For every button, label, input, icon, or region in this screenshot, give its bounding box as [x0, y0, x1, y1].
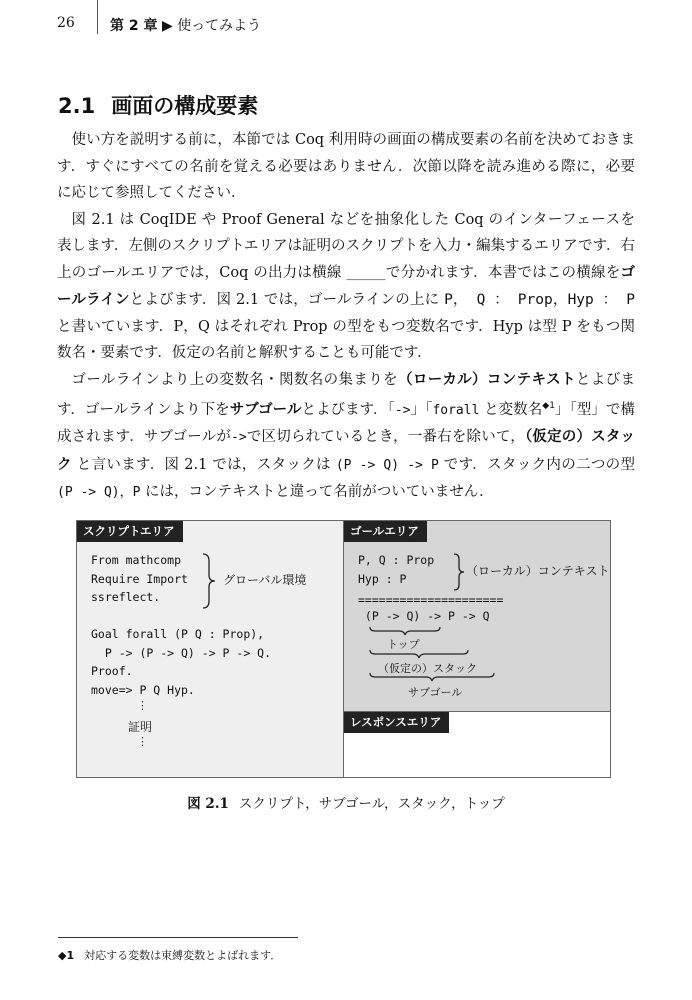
goal-line: =====================	[358, 593, 504, 607]
goal-context-lines: P, Q : Prop Hyp : P	[358, 553, 435, 586]
footnote-text: 対応する変数は束縛変数とよばれます．	[84, 949, 282, 962]
local-context-label: （ローカル）コンテキスト	[466, 564, 610, 578]
section-number: 2.1	[58, 94, 96, 118]
response-area	[344, 712, 610, 777]
page-number: 26	[57, 15, 75, 31]
paragraph-2: 図 2.1 は CoqIDE や Proof General などを抽象化した Coq のインターフェースを表します．左側のスクリプトエリアは証明のスクリプトを入力・編集するエリアです．右上のゴールエリアでは，Coq の出力は横線 _____で分かれます．本書ではこの横線をゴールラインとよびます．図 2.1 では，ゴールラインの上に P， Q ： Prop，Hyp ： P と書いています．P，Q はそれぞれ Prop の型をもつ変数名です．Hyp は型 P をもつ関数名・要素です．仮定の名前と解釈することも可能です．	[57, 211, 635, 361]
script-area	[77, 521, 344, 777]
context-brace	[451, 553, 467, 591]
term-stack: （仮定の）スタック	[57, 429, 636, 473]
footnote-mark: ◆1	[58, 949, 75, 962]
top-brace	[369, 626, 441, 636]
script-import-lines: From mathcomp Require Import ssreflect.	[91, 553, 188, 604]
script-area-label: スクリプトエリア	[77, 521, 183, 542]
top-label: トップ	[387, 638, 420, 651]
footnote	[58, 947, 281, 963]
chapter-label: 第 2 章	[110, 18, 158, 34]
paragraph-3: ゴールラインより上の変数名・関数名の集まりを（ローカル）コンテキストとよびます．ゴールラインより下をサブゴールとよびます．「->」「forall と変数名$^{◆1}$」「型」で構成されます．サブゴールが->で区切られているとき，一番右を除いて，（仮定の）スタック と言います．図 2.1 では，スタックは (P -> Q) -> P です．スタック内の二つの型 (P -> Q)，P には，コンテキストと違って名前がついていません．	[57, 371, 636, 501]
running-header	[110, 15, 261, 35]
figure-caption	[0, 792, 692, 812]
global-env-brace	[199, 553, 219, 609]
underscore-line: _____	[346, 265, 386, 281]
section-title: 画面の構成要素	[111, 94, 259, 118]
inline-code-context: P， Q ： Prop，Hyp ： P	[444, 292, 635, 308]
footnote-divider	[58, 937, 298, 938]
section-heading	[58, 90, 258, 120]
goal-area-label: ゴールエリア	[344, 521, 427, 542]
term-subgoal: サブゴール	[229, 401, 302, 418]
paragraph-1: 使い方を説明する前に，本節では Coq 利用時の画面の構成要素の名前を決めておきます．すぐにすべての名前を覚える必要はありません．次節以降を読み進める際に，必要に応じて参照してください．	[57, 132, 635, 201]
vdots-top: ⋮	[137, 699, 148, 712]
proof-label: 証明	[128, 720, 153, 734]
caption-number: 図 2.1	[187, 796, 229, 812]
term-goal-line: ゴールライン	[57, 264, 635, 308]
chapter-title: 使ってみよう	[177, 18, 262, 34]
stack-label: （仮定の）スタック	[378, 662, 477, 675]
figure-coq-interface	[76, 520, 611, 778]
chapter-arrow-icon: ▶	[161, 18, 173, 34]
subgoal-text: (P -> Q) -> P -> Q	[358, 609, 490, 623]
body-text	[57, 127, 635, 507]
header-divider	[97, 0, 98, 34]
response-area-label: レスポンスエリア	[344, 712, 449, 733]
vdots-bottom: ⋮	[137, 735, 148, 748]
subgoal-label: サブゴール	[408, 686, 463, 699]
goal-area	[344, 521, 610, 712]
script-proof-lines: Goal forall (P Q : Prop), P -> (P -> Q) -> P -> Q. Proof. move=> P Q Hyp.	[91, 627, 272, 697]
footnote-marker: ◆1	[542, 401, 555, 411]
term-local-context: （ローカル）コンテキスト	[397, 371, 576, 388]
stack-brace	[369, 649, 469, 659]
subgoal-brace	[369, 672, 495, 682]
caption-text: スクリプト，サブゴール，スタック，トップ	[238, 796, 505, 812]
global-env-label: グローバル環境	[223, 573, 307, 587]
